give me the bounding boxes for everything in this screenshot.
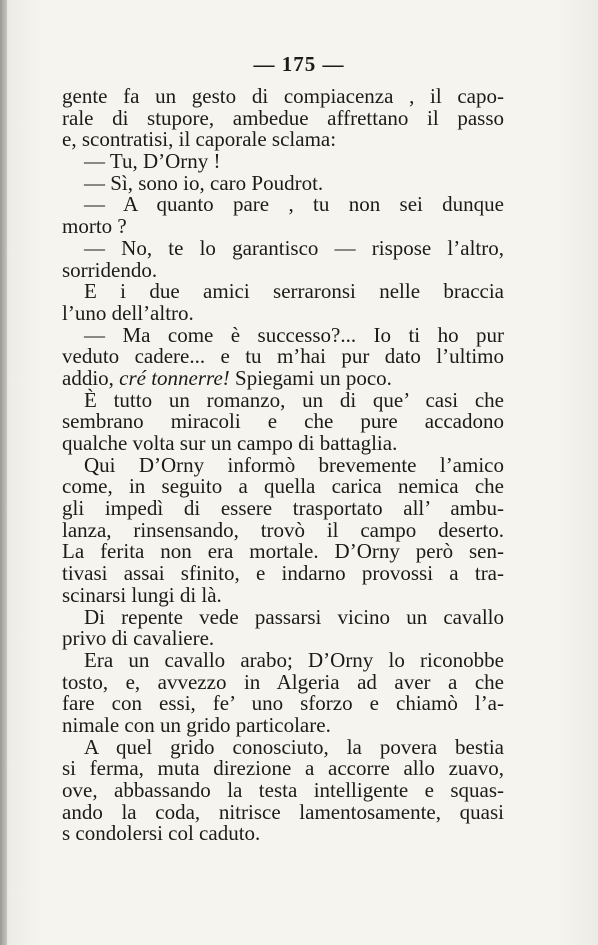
- text-line: — Tu, D’Orny !: [84, 149, 221, 174]
- text-line: Era un cavallo arabo; D’Orny lo riconobbe: [84, 647, 504, 672]
- text-line: tosto, e, avvezzo in Algeria ad aver a che: [62, 669, 504, 694]
- text-line: fare con essi, fe’ uno sforzo e chiamò l’a-: [62, 691, 504, 716]
- text-line: — No, te lo garantisco — rispose l’altro,: [84, 235, 504, 260]
- text-line: È tutto un romanzo, un di que’ casi che: [84, 387, 504, 412]
- text-line: A quel grido conosciuto, la povera bestia: [84, 734, 504, 759]
- page-binding-edge: [0, 0, 7, 945]
- italic-exclamation: cré tonnerre!: [119, 365, 230, 390]
- text-line: gente fa un gesto di compiacenza , il capo-: [62, 84, 504, 108]
- text-line: veduto cadere... e tu m’hai pur dato l’ultimo: [62, 344, 504, 369]
- text-line: — A quanto pare , tu non sei dunque: [84, 192, 504, 217]
- text-line: Qui D’Orny informò brevemente l’amico: [84, 452, 504, 477]
- text-line: l’uno dell’altro.: [62, 300, 194, 325]
- text-line: scinarsi lungi di là.: [62, 582, 222, 607]
- text-line: rale di stupore, ambedue affrettano il passo: [62, 105, 504, 130]
- text-segment: Spiegami un poco.: [229, 365, 392, 390]
- text-line: morto ?: [62, 214, 127, 239]
- text-line: E i due amici serraronsi nelle braccia: [84, 279, 504, 304]
- text-line: ove, abbassando la testa intelligente e squas-: [62, 778, 504, 802]
- text-line: La ferita non era mortale. D’Orny però sen-: [62, 539, 504, 564]
- text-line: — Ma come è successo?... Io ti ho pur: [84, 322, 504, 347]
- text-line: Di repente vede passarsi vicino un cavallo: [84, 604, 504, 629]
- text-segment: addio,: [62, 365, 120, 390]
- text-line: qualche volta sur un campo di battaglia.: [62, 431, 398, 455]
- text-line: — Sì, sono io, caro Poudrot.: [84, 170, 324, 195]
- text-line: lanza, rinsensando, trovò il campo deserto.: [62, 517, 504, 542]
- page-number: — 175 —: [253, 52, 345, 76]
- text-line: nimale con un grido particolare.: [62, 712, 331, 737]
- text-line: tivasi assai sfinito, e indarno provossi a tra-: [62, 561, 504, 586]
- text-line: privo di cavaliere.: [62, 626, 215, 651]
- text-line: ando la coda, nitrisce lamentosamente, quasi: [62, 799, 504, 824]
- text-line: sorridendo.: [62, 257, 158, 282]
- body-text: [62, 86, 504, 845]
- text-line: si ferma, muta direzione a accorre allo zuavo,: [62, 756, 504, 781]
- text-line: come, in seguito a quella carica nemica che: [62, 474, 504, 499]
- text-line: s condolersi col caduto.: [62, 821, 261, 846]
- text-line: gli impedì di essere trasportato all’ ambu-: [62, 496, 504, 521]
- text-line: sembrano miracoli e che pure accadono: [62, 409, 504, 434]
- text-line: [62, 365, 504, 390]
- text-line: e, scontratisi, il caporale sclama:: [62, 127, 337, 152]
